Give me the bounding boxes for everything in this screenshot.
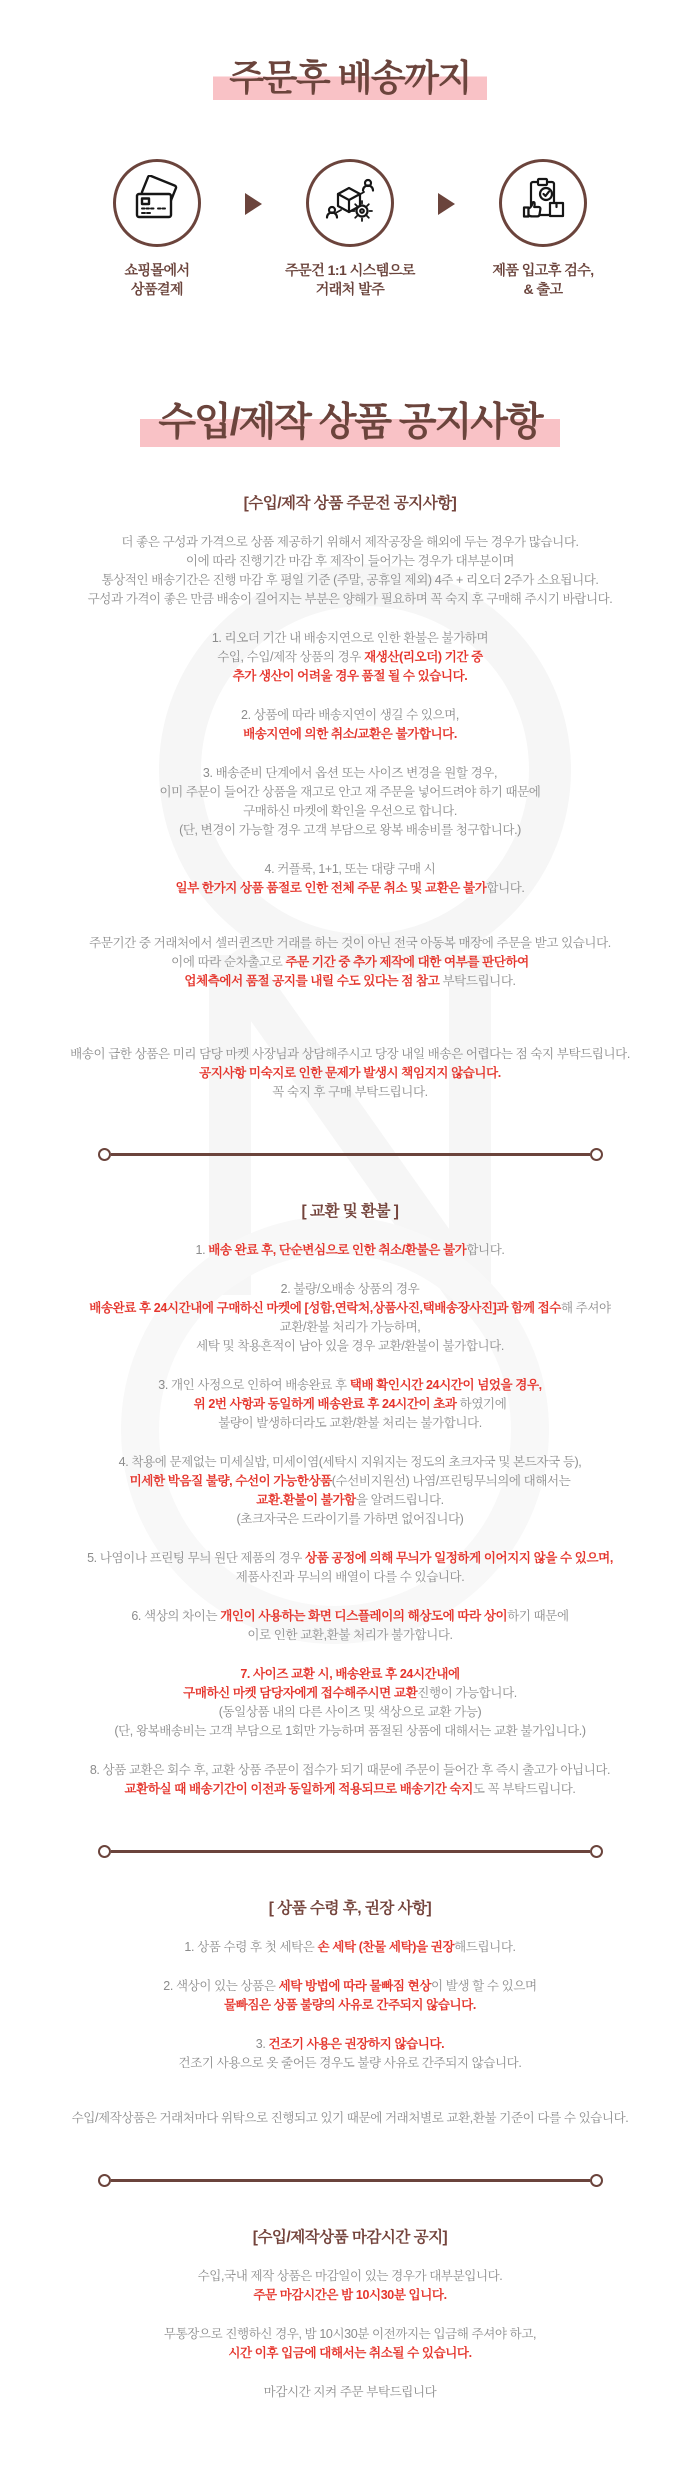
step-label	[69, 261, 245, 299]
body-text: 무통장으로 진행하신 경우, 밤 10시30분 이전까지는 입금해 주셔야 하고,	[163, 2327, 537, 2341]
emphasis-text: 세탁 방법에 따라 물빠짐 현상	[278, 1979, 432, 1993]
body-text: 8. 상품 교환은 회수 후, 교환 상품 주문이 접수가 되기 때문에 주문이 들어간 후 즉시 출고가 아닙니다.	[89, 1763, 611, 1777]
text-line	[0, 1665, 700, 1684]
step-payment	[69, 159, 245, 299]
emphasis-text: 상품 공정에 의해 무늬가 일정하게 이어지지 않을 수 있으며,	[305, 1551, 613, 1565]
divider-line	[111, 1153, 590, 1156]
text-line	[0, 1414, 700, 1433]
text-block	[0, 1045, 700, 1102]
divider-line	[111, 1850, 590, 1853]
step-label-line2: 거래처 발주	[315, 281, 385, 297]
divider-dot	[98, 1148, 111, 1161]
text-line	[0, 1703, 700, 1722]
text-line	[0, 2383, 700, 2402]
step-order-system	[262, 159, 438, 299]
step-label-line2: 상품결제	[130, 281, 184, 297]
divider-dot	[590, 1148, 603, 1161]
step-label-line1: 쇼핑몰에서	[124, 262, 190, 278]
emphasis-text: 택배 확인시간 24시간이 넘었을 경우,	[349, 1378, 542, 1392]
body-text: 하였기에	[456, 1397, 507, 1411]
text-block	[0, 2325, 700, 2363]
emphasis-text: 재생산(리오더) 기간 중	[364, 650, 483, 664]
text-line	[0, 648, 700, 667]
body-text: (수선비지원선) 나염/프린팅무늬의에 대해서는	[331, 1474, 571, 1488]
text-line	[0, 552, 700, 571]
emphasis-text: 위 2번 사항과 동일하게 배송완료 후 24시간이 초과	[193, 1397, 457, 1411]
emphasis-text: 손 세탁 (찬물 세탁)을 권장	[317, 1940, 455, 1954]
section-heading: [ 교환 및 환불 ]	[301, 1203, 399, 1220]
step-label	[455, 261, 631, 299]
text-block	[0, 533, 700, 609]
body-text: 4. 커플룩, 1+1, 또는 대량 구매 시	[264, 862, 436, 876]
text-line	[0, 1299, 700, 1318]
body-text: 이미 주문이 들어간 상품을 재고로 안고 재 주문을 넣어드려야 하기 때문에	[159, 785, 541, 799]
emphasis-text: 구매하신 마켓 담당자에게 접수해주시면 교환	[183, 1686, 418, 1700]
body-text: 1. 리오더 기간 내 배송지연으로 인한 환불은 불가하며	[211, 631, 489, 645]
body-text: 4. 착용에 문제없는 미세실밥, 미세이염(세탁시 지워지는 정도의 초크자국 및 본드자국 등),	[118, 1455, 582, 1469]
emphasis-text: 미세한 박음질 불량, 수선이 가능한상품	[129, 1474, 332, 1488]
section-divider	[98, 1845, 603, 1858]
notice-title-text: 수입/제작 상품 공지사항	[140, 391, 559, 447]
body-text: 구성과 가격이 좋은 만큼 배송이 길어지는 부분은 양해가 필요하며 꼭 숙지 후 구매해 주시기 바랍니다.	[87, 592, 613, 606]
step-label-line2: & 출고	[523, 281, 563, 297]
text-line	[0, 1549, 700, 1568]
body-text: 해드립니다.	[454, 1940, 516, 1954]
text-line	[0, 1780, 700, 1799]
text-line	[0, 1376, 700, 1395]
emphasis-text: 배송 완료 후, 단순변심으로 인한 취소/환불은 불가	[208, 1243, 467, 1257]
text-block	[0, 1280, 700, 1356]
inspection-shipping-icon	[516, 174, 570, 233]
text-block	[0, 860, 700, 898]
step-circle	[113, 159, 201, 247]
notice-content	[0, 491, 700, 2472]
body-text: 교환/환불 처리가 가능하며,	[279, 1320, 421, 1334]
section-heading: [수입/제작상품 마감시간 공지]	[252, 2229, 448, 2246]
body-text: 부탁드립니다.	[439, 974, 516, 988]
body-text: 1. 상품 수령 후 첫 세탁은	[184, 1940, 318, 1954]
section-heading: [ 상품 수령 후, 권장 사항]	[268, 1900, 432, 1917]
text-line	[0, 1626, 700, 1645]
text-line	[0, 1064, 700, 1083]
body-text: 2. 색상이 있는 상품은	[163, 1979, 279, 1993]
section-divider	[98, 1148, 603, 1161]
text-line	[0, 1241, 700, 1260]
body-text: (단, 변경이 가능할 경우 고객 부담으로 왕복 배송비를 청구합니다.)	[179, 823, 521, 837]
body-text: 수입/제작상품은 거래처마다 위탁으로 진행되고 있기 때문에 거래처별로 교환,환불 기준이 다를 수 있습니다.	[71, 2111, 629, 2125]
emphasis-text: 교환.환불이 불가함	[256, 1493, 356, 1507]
text-line	[0, 821, 700, 840]
text-line	[0, 1761, 700, 1780]
text-block	[0, 1938, 700, 1957]
text-line	[0, 764, 700, 783]
text-block	[0, 706, 700, 744]
step-inspection-shipping	[455, 159, 631, 299]
order-flow-steps	[0, 159, 700, 299]
text-line	[0, 533, 700, 552]
body-text: 합니다.	[486, 881, 525, 895]
order-flow-title	[0, 0, 700, 101]
body-text: 이 발생 할 수 있으며	[431, 1979, 537, 1993]
text-line	[0, 802, 700, 821]
text-line	[0, 879, 700, 898]
step-label	[262, 261, 438, 299]
text-line	[0, 783, 700, 802]
body-text: 3. 배송준비 단계에서 옵션 또는 사이즈 변경을 원할 경우,	[202, 766, 498, 780]
emphasis-text: 개인이 사용하는 화면 디스플레이의 해상도에 따라 상이	[220, 1609, 508, 1623]
body-text: 제품사진과 무늬의 배열이 다를 수 있습니다.	[235, 1570, 465, 1584]
text-line	[0, 1472, 700, 1491]
body-text: 합니다.	[466, 1243, 505, 1257]
divider-dot	[590, 1845, 603, 1858]
text-block	[0, 1241, 700, 1260]
text-line	[0, 1318, 700, 1337]
text-line	[0, 1977, 700, 1996]
body-text: 5. 나염이나 프린팅 무늬 원단 제품의 경우	[87, 1551, 306, 1565]
arrow-right-icon	[438, 193, 455, 215]
body-text: 구매하신 마켓에 확인을 우선으로 합니다.	[243, 804, 457, 818]
text-line	[0, 2267, 700, 2286]
body-text: 2. 불량/오배송 상품의 경우	[280, 1282, 420, 1296]
order-flow-title-text: 주문후 배송까지	[213, 50, 486, 101]
body-text: 주문기간 중 거래처에서 셀러퀸즈만 거래를 하는 것이 아닌 전국 아동복 매장에 주문을 받고 있습니다.	[89, 936, 611, 950]
body-text: 해 주셔야	[560, 1301, 611, 1315]
text-line	[0, 972, 700, 991]
text-line	[0, 1491, 700, 1510]
emphasis-text: 7. 사이즈 교환 시, 배송완료 후 24시간내에	[240, 1667, 460, 1681]
body-text: 수입,국내 제작 상품은 마감일이 있는 경우가 대부분입니다.	[197, 2269, 503, 2283]
divider-line	[111, 2179, 590, 2182]
text-block	[0, 1665, 700, 1741]
emphasis-text: 업체측에서 품절 공지를 내릴 수도 있다는 점 참고	[184, 974, 440, 988]
text-line	[0, 2286, 700, 2305]
emphasis-text: 공지사항 미숙지로 인한 문제가 발생시 책임지지 않습니다.	[199, 1066, 501, 1080]
text-line	[0, 725, 700, 744]
body-text: 수입, 수입/제작 상품의 경우	[217, 650, 365, 664]
section-heading: [수입/제작 상품 주문전 공지사항]	[243, 495, 457, 512]
text-line	[0, 2325, 700, 2344]
body-text: 이에 따라 순차출고로	[171, 955, 286, 969]
order-system-icon	[323, 174, 377, 233]
body-text: 세탁 및 착용흔적이 남아 있을 경우 교환/환불이 불가합니다.	[196, 1339, 504, 1353]
text-line	[0, 2344, 700, 2363]
emphasis-text: 주문 마감시간은 밤 10시30분 입니다.	[253, 2288, 447, 2302]
emphasis-text: 물빠짐은 상품 불량의 사유로 간주되지 않습니다.	[224, 1998, 476, 2012]
text-line	[0, 934, 700, 953]
emphasis-text: 추가 생산이 어려울 경우 품절 될 수 있습니다.	[232, 669, 468, 683]
body-text: (동일상품 내의 다른 사이즈 및 색상으로 교환 가능)	[218, 1705, 482, 1719]
text-line	[0, 1938, 700, 1957]
text-line	[0, 1453, 700, 1472]
body-text: (초크자국은 드라이기를 가하면 없어집니다)	[236, 1512, 464, 1526]
text-block	[0, 1977, 700, 2015]
text-line	[0, 590, 700, 609]
text-line	[0, 2054, 700, 2073]
text-line	[0, 1083, 700, 1102]
body-text: 3. 개인 사정으로 인하여 배송완료 후	[158, 1378, 350, 1392]
text-line	[0, 953, 700, 972]
text-block	[0, 764, 700, 840]
emphasis-text: 일부 한가지 상품 품절로 인한 전체 주문 취소 및 교환은 불가	[175, 881, 487, 895]
text-line	[0, 1510, 700, 1529]
text-line	[0, 1337, 700, 1356]
divider-dot	[590, 2174, 603, 2187]
body-text: 건조기 사용으로 옷 줄어든 경우도 불량 사유로 간주되지 않습니다.	[178, 2056, 522, 2070]
body-text: 도 꼭 부탁드립니다.	[472, 1782, 576, 1796]
text-line	[0, 629, 700, 648]
step-label-line1: 주문건 1:1 시스템으로	[285, 262, 415, 278]
body-text: 배송이 급한 상품은 미리 담당 마켓 사장님과 상담해주시고 당장 내일 배송은 어렵다는 점 숙지 부탁드립니다.	[70, 1047, 630, 1061]
text-block	[0, 2267, 700, 2305]
text-block	[0, 629, 700, 686]
body-text: 불량이 발생하더라도 교환/환불 처리는 불가합니다.	[218, 1416, 482, 1430]
emphasis-text: 주문 기간 중 추가 제작에 대한 여부를 판단하여	[285, 955, 529, 969]
text-block	[0, 934, 700, 991]
text-block	[0, 1549, 700, 1587]
text-block	[0, 1453, 700, 1529]
text-block	[0, 2109, 700, 2128]
body-text: 하기 때문에	[507, 1609, 569, 1623]
emphasis-text: 배송지연에 의한 취소/교환은 불가합니다.	[243, 727, 457, 741]
text-block	[0, 2383, 700, 2402]
emphasis-text: 시간 이후 입금에 대해서는 취소될 수 있습니다.	[228, 2346, 472, 2360]
emphasis-text: 배송완료 후 24시간내에 구매하신 마켓에 [성함,연락처,상품사진,택배송장사진]과 함께 접수	[89, 1301, 561, 1315]
emphasis-text: 교환하실 때 배송기간이 이전과 동일하게 적용되므로 배송기간 숙지	[124, 1782, 473, 1796]
body-text: 이에 따라 진행기간 마감 후 제작이 들어가는 경우가 대부분이며	[185, 554, 515, 568]
text-line	[0, 1607, 700, 1626]
text-block	[0, 2035, 700, 2073]
text-line	[0, 1045, 700, 1064]
text-line	[0, 1395, 700, 1414]
body-text: 진행이 가능합니다.	[417, 1686, 517, 1700]
body-text: 6. 색상의 차이는	[131, 1609, 221, 1623]
text-line	[0, 1568, 700, 1587]
text-line	[0, 2035, 700, 2054]
text-line	[0, 1684, 700, 1703]
body-text: 3.	[255, 2037, 269, 2051]
text-line	[0, 667, 700, 686]
body-text: 마감시간 지켜 주문 부탁드립니다	[263, 2385, 437, 2399]
body-text: 1.	[195, 1243, 209, 1257]
text-line	[0, 860, 700, 879]
step-circle	[499, 159, 587, 247]
body-text: 더 좋은 구성과 가격으로 상품 제공하기 위해서 제작공장을 해외에 두는 경우가 많습니다.	[121, 535, 579, 549]
payment-card-icon	[131, 175, 183, 232]
text-line	[0, 2109, 700, 2128]
section-divider	[98, 2174, 603, 2187]
text-line	[0, 571, 700, 590]
body-text: 꼭 숙지 후 구매 부탁드립니다.	[272, 1085, 428, 1099]
step-label-line1: 제품 입고후 검수,	[492, 262, 594, 278]
arrow-right-icon	[245, 193, 262, 215]
body-text: 이로 인한 교환,환불 처리가 불가합니다.	[247, 1628, 453, 1642]
text-line	[0, 1280, 700, 1299]
body-text: 을 알려드립니다.	[355, 1493, 444, 1507]
text-line	[0, 1996, 700, 2015]
text-block	[0, 1376, 700, 1433]
body-text: (단, 왕복배송비는 고객 부담으로 1회만 가능하며 품절된 상품에 대해서는 교환 불가입니다.)	[114, 1724, 586, 1738]
step-circle	[306, 159, 394, 247]
divider-dot	[98, 1845, 111, 1858]
text-line	[0, 706, 700, 725]
body-text: 2. 상품에 따라 배송지연이 생길 수 있으며,	[241, 708, 459, 722]
emphasis-text: 건조기 사용은 권장하지 않습니다.	[268, 2037, 445, 2051]
text-block	[0, 1761, 700, 1799]
divider-dot	[98, 2174, 111, 2187]
text-line	[0, 1722, 700, 1741]
text-block	[0, 1607, 700, 1645]
notice-title	[0, 391, 700, 447]
body-text: 통상적인 배송기간은 진행 마감 후 평일 기준 (주말, 공휴일 제외) 4주 + 리오더 2주가 소요됩니다.	[101, 573, 599, 587]
